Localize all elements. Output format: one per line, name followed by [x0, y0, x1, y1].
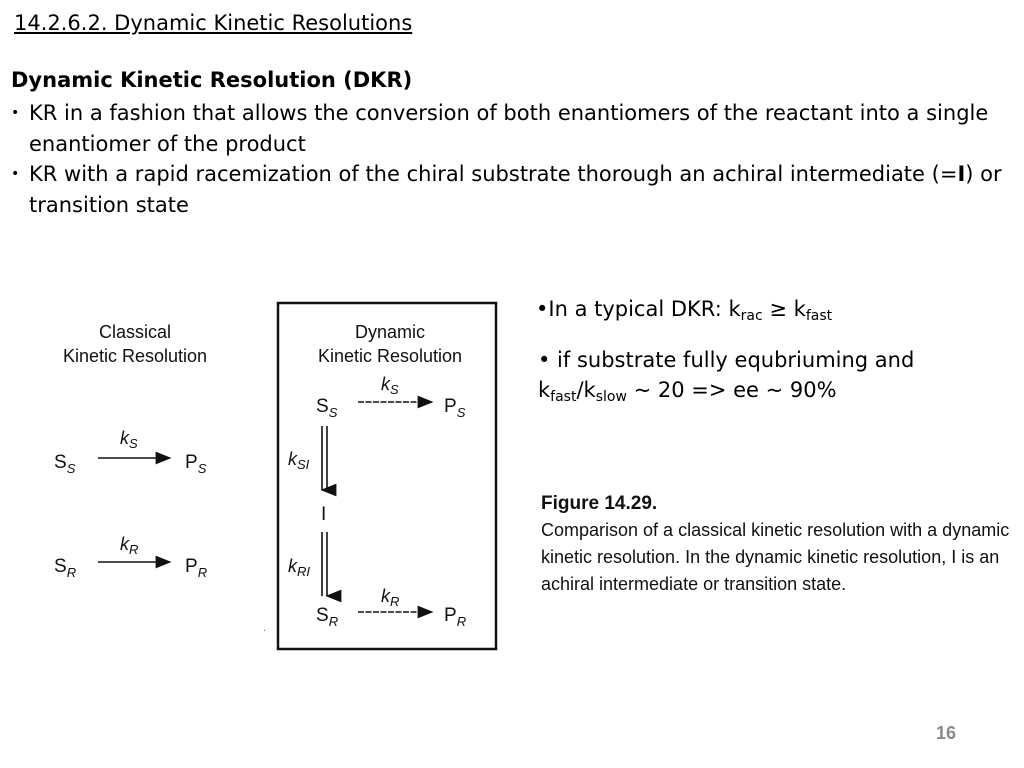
fast-subscript-2: fast [550, 389, 577, 405]
rate-k: k [288, 556, 297, 576]
subscript-R: R [197, 565, 208, 580]
figure-caption [541, 490, 1011, 598]
svg-text:SR [54, 556, 76, 580]
svg-text:kR [120, 534, 138, 557]
racemization-equilibrium [288, 426, 327, 596]
subscript-S: S [328, 405, 338, 420]
kinetic-resolution-diagram [40, 298, 510, 658]
rate-subscript-RI: RI [297, 564, 310, 579]
substrate-S: S [54, 556, 67, 577]
classical-title-line-2: Kinetic Resolution [62, 346, 208, 366]
svg-text:PR [185, 556, 207, 580]
svg-text:kS [381, 374, 399, 397]
slow-subscript: slow [595, 389, 627, 405]
svg-text:SR [316, 605, 338, 629]
product-P: P [185, 452, 198, 473]
bullet-1 [11, 98, 1016, 160]
rate-k: k [120, 534, 129, 554]
section-title: 14.2.6.2. Dynamic Kinetic Resolutions [14, 11, 413, 35]
classical-reaction-S [54, 428, 207, 476]
rate-k: k [381, 586, 390, 606]
svg-text:kS [120, 428, 138, 451]
classical-title-line-1: Classical [98, 322, 172, 342]
subscript-S: S [66, 461, 76, 476]
dkr-heading: Dynamic Kinetic Resolution (DKR) [11, 68, 413, 92]
product-P: P [444, 396, 457, 417]
svg-text:PS [444, 396, 466, 420]
svg-text:PS [185, 452, 207, 476]
substrate-line-1: • if substrate fully equbriuming and [538, 348, 915, 372]
svg-text:SS [54, 452, 76, 476]
dynamic-title-line-2: Kinetic Resolution [317, 346, 463, 366]
svg-text:kSI [288, 449, 310, 472]
bullet-2-pre: KR with a rapid racemization of the chiral substrate thorough an achiral intermediate (= [29, 162, 958, 186]
rate-subscript-SI: SI [297, 457, 310, 472]
svg-text:kR [381, 586, 399, 609]
bullet-dot: • [11, 105, 20, 121]
slash-k: /k [576, 378, 596, 402]
rate-subscript-R: R [129, 542, 139, 557]
svg-text:kRI [288, 556, 310, 579]
dynamic-reaction-R [316, 586, 466, 629]
svg-text:PR [444, 605, 466, 629]
figure-caption-title: Figure 14.29. [541, 493, 658, 514]
intermediate-I: I [321, 504, 327, 525]
typical-dkr-mid: ≥ k [762, 297, 806, 321]
typical-dkr-text: •In a typical DKR: k [536, 297, 741, 321]
bullet-2-post: ) or transition state [29, 162, 1002, 217]
dynamic-reaction-S [316, 374, 466, 420]
product-P: P [444, 605, 457, 626]
rate-k: k [381, 374, 390, 394]
substrate-S: S [316, 605, 329, 626]
svg-text:.: . [263, 623, 266, 634]
subscript-S: S [197, 461, 207, 476]
substrate-S: S [54, 452, 67, 473]
substrate-bullet [538, 345, 914, 405]
fast-subscript: fast [805, 308, 833, 324]
rate-subscript-S: S [390, 382, 399, 397]
subscript-R: R [66, 565, 77, 580]
typical-dkr-bullet [536, 294, 832, 324]
ee-tail: ~ 20 => ee ~ 90% [626, 378, 837, 402]
bullet-2 [11, 159, 1016, 221]
subscript-R: R [456, 614, 467, 629]
bullet-dot: • [11, 166, 20, 182]
bullet-1-text: KR in a fashion that allows the conversion of both enantiomers of the reactant into a single enantiomer of the product [29, 101, 989, 156]
substrate-S: S [316, 396, 329, 417]
bullet-2-text [11, 159, 1016, 221]
rac-subscript: rac [740, 308, 763, 324]
product-P: P [185, 556, 198, 577]
subscript-S: S [456, 405, 466, 420]
page-number: 16 [936, 723, 957, 743]
dynamic-title-line-1: Dynamic [354, 322, 426, 342]
subscript-R: R [328, 614, 339, 629]
bullet-2-bold: I [957, 162, 966, 186]
rate-k: k [288, 449, 297, 469]
figure-caption-body: Comparison of a classical kinetic resolution with a dynamic kinetic resolution. In the dynamic kinetic resolution, I is an achiral intermediate or transition state. [541, 520, 1010, 594]
k-symbol: k [538, 378, 551, 402]
rate-subscript-R: R [390, 594, 400, 609]
rate-subscript-S: S [129, 436, 138, 451]
classical-reaction-R [54, 534, 207, 580]
rate-k: k [120, 428, 129, 448]
svg-text:SS [316, 396, 338, 420]
substrate-line-2 [538, 375, 914, 405]
